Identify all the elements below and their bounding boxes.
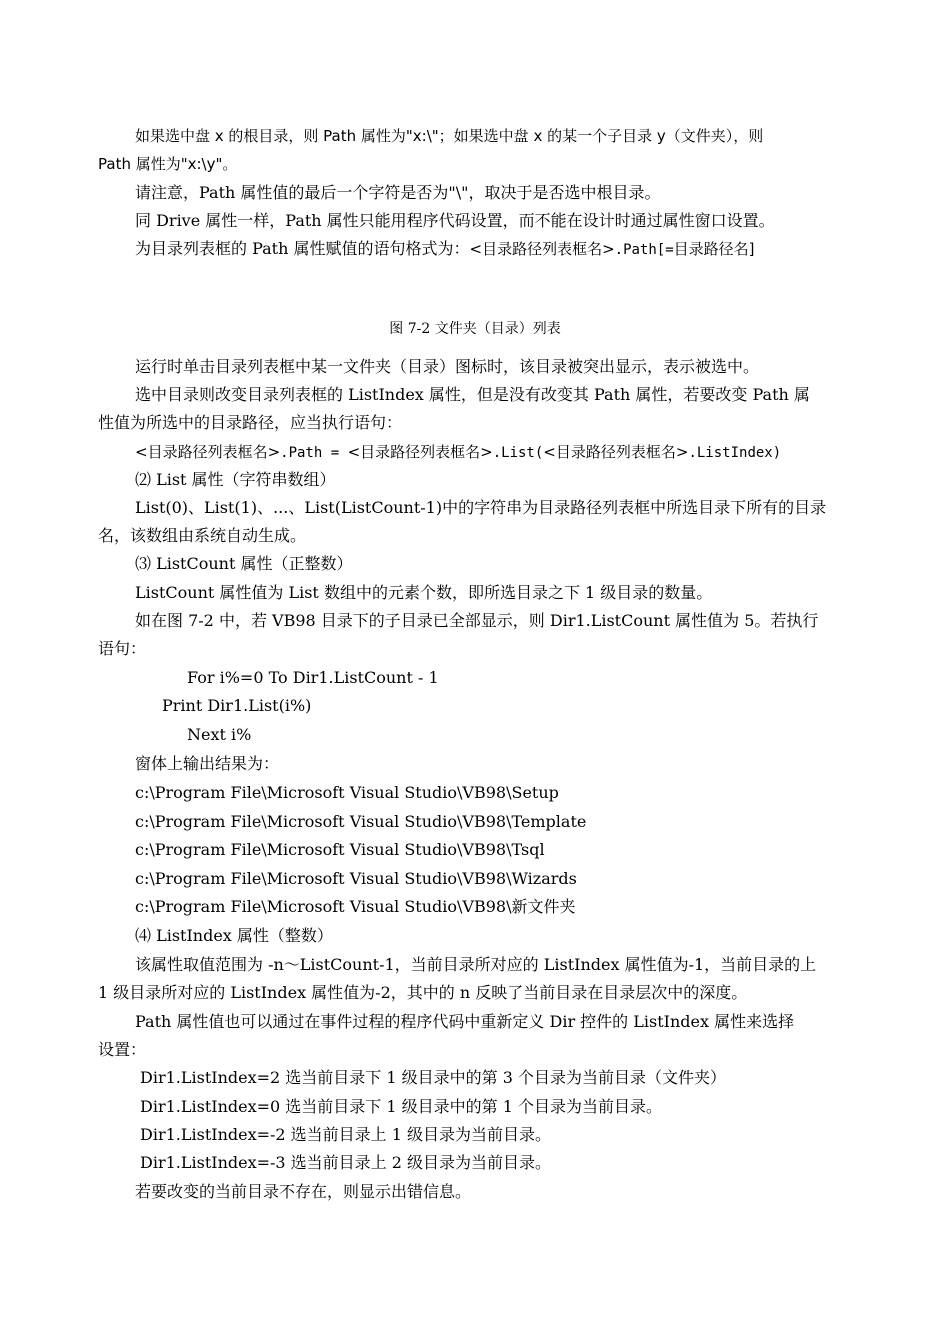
syntax-span: <目录路径列表框名>	[543, 443, 689, 461]
paragraph-line: 如果选中盘 x 的根目录，则 Path 属性为"x:\"；如果选中盘 x 的某一个子目录 y（文件夹），则	[135, 127, 764, 145]
output-line: c:\Program File\Microsoft Visual Studio\VB98\Template	[135, 812, 587, 831]
section-heading: ⑵ List 属性（字符串数组）	[135, 470, 336, 489]
output-line: c:\Program File\Microsoft Visual Studio\VB98\Wizards	[135, 869, 577, 888]
syntax-span: .List(	[492, 445, 544, 461]
statement-line	[135, 440, 895, 465]
paragraph-line: 名，该数组由系统自动生成。	[98, 526, 307, 545]
paragraph-line: 性值为所选中的目录路径，应当执行语句：	[98, 413, 403, 432]
syntax-span: .Path =	[280, 445, 348, 461]
paragraph-line: Path 属性为"x:\y"。	[98, 155, 238, 173]
paragraph-line: 运行时单击目录列表框中某一文件夹（目录）图标时，该目录被突出显示，表示被选中。	[135, 357, 760, 376]
text-span: 为目录列表框的 Path 属性赋值的语句格式为：	[135, 239, 470, 258]
code-line: Next i%	[187, 725, 252, 744]
listindex-example: Dir1.ListIndex=0 选当前目录下 1 级目录中的第 1 个目录为当前目录。	[140, 1097, 662, 1116]
paragraph-line: List(0)、List(1)、...、List(ListCount-1)中的字符串为目录路径列表框中所选目录下所有的目录	[135, 498, 827, 517]
paragraph-line: 语句：	[98, 639, 147, 658]
output-line: c:\Program File\Microsoft Visual Studio\VB98\新文件夹	[135, 897, 576, 916]
paragraph-line: 若要改变的当前目录不存在，则显示出错信息。	[135, 1182, 472, 1201]
section-heading: ⑷ ListIndex 属性（整数）	[135, 926, 333, 945]
listindex-example: Dir1.ListIndex=2 选当前目录下 1 级目录中的第 3 个目录为当前目录（文件夹）	[140, 1068, 726, 1087]
output-line: c:\Program File\Microsoft Visual Studio\VB98\Setup	[135, 783, 559, 802]
paragraph-line: 同 Drive 属性一样，Path 属性只能用程序代码设置，而不能在设计时通过属性窗口设置。	[135, 211, 775, 230]
output-line: c:\Program File\Microsoft Visual Studio\VB98\Tsql	[135, 840, 545, 859]
paragraph-line: 1 级目录所对应的 ListIndex 属性值为-2，其中的 n 反映了当前目录在目录层次中的深度。	[98, 983, 748, 1002]
code-line: Print Dir1.List(i%)	[162, 696, 312, 715]
paragraph-line: ListCount 属性值为 List 数组中的元素个数，即所选目录之下 1 级目录的数量。	[135, 583, 713, 602]
syntax-span: <目录路径列表框名>	[347, 443, 493, 461]
syntax-span: 目录路径名]	[673, 240, 755, 258]
paragraph-line	[135, 237, 895, 262]
syntax-span: <目录路径列表框名>	[135, 443, 281, 461]
figure-caption: 图 7-2 文件夹（目录）列表	[389, 321, 561, 337]
paragraph-line: 设置：	[98, 1040, 147, 1059]
paragraph-line: Path 属性值也可以通过在事件过程的程序代码中重新定义 Dir 控件的 ListIndex 属性来选择	[135, 1012, 795, 1031]
syntax-span: .ListIndex)	[688, 445, 782, 461]
paragraph-line: 该属性取值范围为 -n～ListCount-1，当前目录所对应的 ListIndex 属性值为-1，当前目录的上	[135, 955, 817, 974]
code-line: For i%=0 To Dir1.ListCount - 1	[187, 668, 439, 687]
syntax-span: .Path[=	[614, 242, 674, 258]
paragraph-line: 窗体上输出结果为：	[135, 754, 280, 773]
paragraph-line: 选中目录则改变目录列表框的 ListIndex 属性，但是没有改变其 Path 属性，若要改变 Path 属	[135, 385, 810, 404]
section-heading: ⑶ ListCount 属性（正整数）	[135, 554, 353, 573]
paragraph-line: 请注意，Path 属性值的最后一个字符是否为"\"，取决于是否选中根目录。	[135, 183, 661, 202]
syntax-span: <目录路径列表框名>	[469, 240, 615, 258]
paragraph-line: 如在图 7-2 中，若 VB98 目录下的子目录已全部显示，则 Dir1.ListCount 属性值为 5。若执行	[135, 611, 819, 630]
listindex-example: Dir1.ListIndex=-3 选当前目录上 2 级目录为当前目录。	[140, 1153, 552, 1172]
listindex-example: Dir1.ListIndex=-2 选当前目录上 1 级目录为当前目录。	[140, 1125, 552, 1144]
